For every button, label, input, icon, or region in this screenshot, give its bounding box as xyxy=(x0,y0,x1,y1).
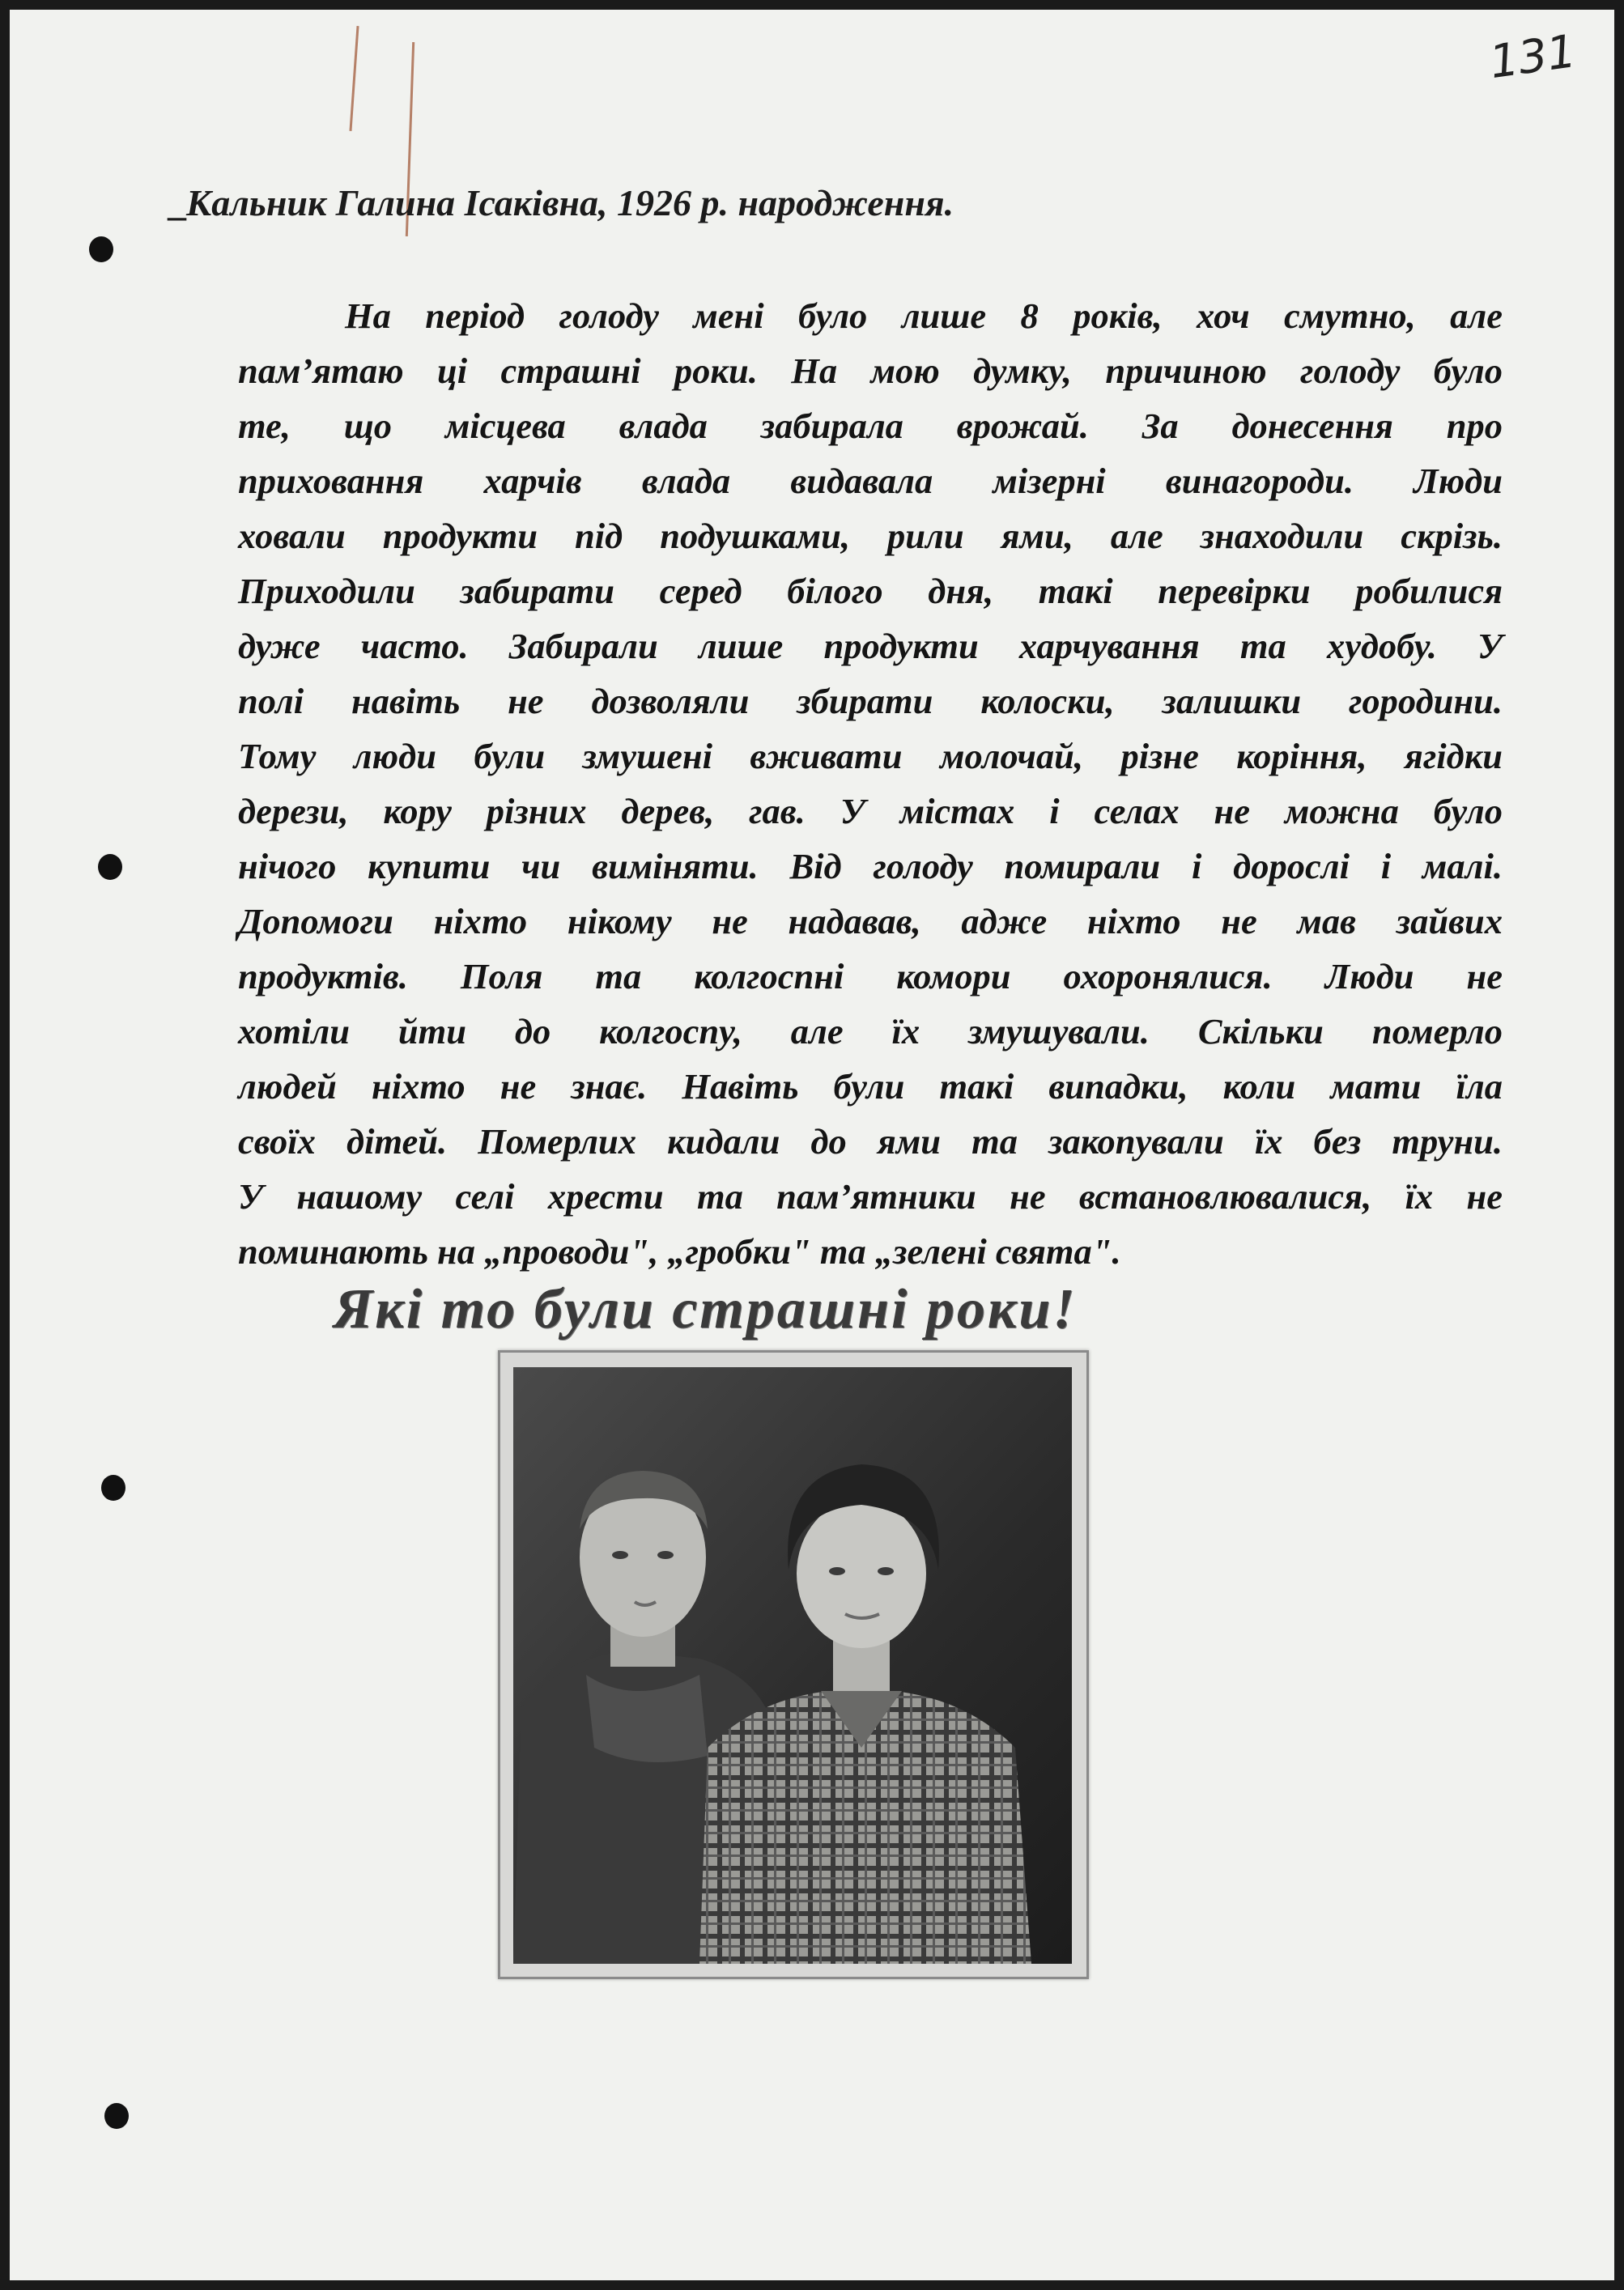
page-title xyxy=(168,181,954,224)
testimony-line: ховали продукти під подушками, рили ями, але знаходили скрізь. xyxy=(238,516,1503,556)
exclamation-caption: Які то були страшні роки! xyxy=(334,1278,1078,1340)
testimony-line: нічого купити чи виміняти. Від голоду помирали і дорослі і малі. xyxy=(238,846,1503,886)
portrait-photo-illustration xyxy=(513,1367,1072,1964)
paper-scratch xyxy=(349,26,359,131)
document-page xyxy=(10,10,1614,2280)
testimony-line: хотіли йти до колгоспу, але їх змушували. Скільки померло xyxy=(238,1011,1503,1052)
title-text: Кальник Галина Ісаківна, 1926 р. народження. xyxy=(186,182,954,223)
testimony-line: Допомоги ніхто нікому не надавав, адже ніхто не мав зайвих xyxy=(238,901,1503,941)
testimony-line: поминають на „проводи", „гробки" та „зелені свята". xyxy=(238,1231,1121,1272)
testimony-line: продуктів. Поля та колгоспні комори охоронялися. Люди не xyxy=(238,956,1503,996)
testimony-line: На період голоду мені було лише 8 років, хоч смутно, але xyxy=(345,295,1503,336)
testimony-line: дерези, кору різних дерев, гав. У містах і селах не можна було xyxy=(238,791,1503,831)
testimony-line: У нашому селі хрести та пам’ятники не встановлювалися, їх не xyxy=(238,1176,1503,1217)
photo-frame xyxy=(498,1350,1089,1979)
title-underscore: _ xyxy=(168,182,186,223)
testimony-line: своїх дітей. Померлих кидали до ями та закопували їх без труни. xyxy=(238,1121,1503,1162)
binder-hole xyxy=(104,2103,129,2129)
page-number: 131 xyxy=(1486,24,1579,90)
binder-hole xyxy=(101,1475,125,1501)
testimony-line: те, що місцева влада забирала врожай. За донесення про xyxy=(238,406,1503,446)
testimony-line: пам’ятаю ці страшні роки. На мою думку, причиною голоду було xyxy=(238,351,1503,391)
testimony-line: Приходили забирати серед білого дня, такі перевірки робилися xyxy=(238,571,1503,611)
testimony-line: приховання харчів влада видавала мізерні винагороди. Люди xyxy=(238,461,1503,501)
binder-hole xyxy=(89,236,113,262)
testimony-line: Тому люди були змушені вживати молочай, різне коріння, ягідки xyxy=(238,736,1503,776)
testimony-text xyxy=(238,288,1503,1279)
testimony-line: людей ніхто не знає. Навіть були такі випадки, коли мати їла xyxy=(238,1066,1503,1107)
binder-hole xyxy=(98,854,122,880)
testimony-line: дуже часто. Забирали лише продукти харчування та худобу. У xyxy=(238,626,1503,666)
testimony-line: полі навіть не дозволяли збирати колоски, залишки городини. xyxy=(238,681,1503,721)
portrait-photo xyxy=(513,1367,1072,1964)
